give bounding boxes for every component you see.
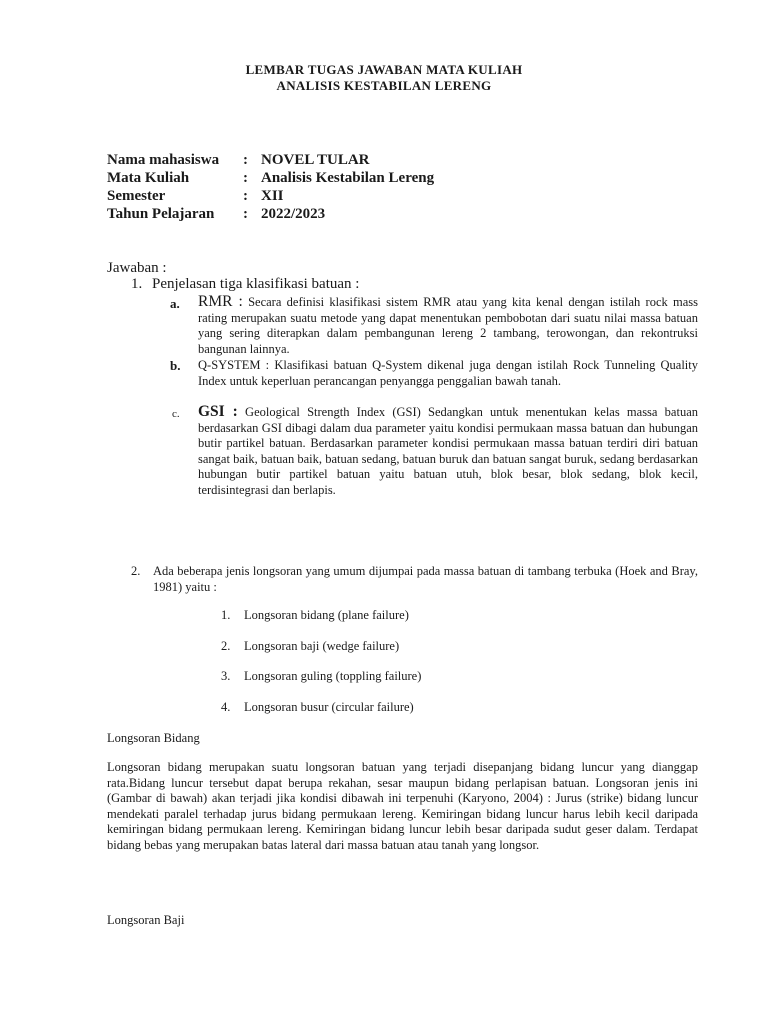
q2-number: 2.: [131, 564, 141, 578]
info-row-tahun: [107, 206, 325, 223]
info-label: Semester: [107, 188, 166, 204]
info-separator: :: [243, 188, 248, 204]
list-item-1: Longsoran bidang (plane failure): [244, 608, 409, 622]
info-value: Analisis Kestabilan Lereng: [261, 170, 435, 186]
section-heading-bidang: Longsoran Bidang: [107, 731, 200, 745]
info-label: Nama mahasiswa: [107, 152, 220, 168]
document-title-line2: ANALISIS KESTABILAN LERENG: [276, 78, 492, 93]
q1-number: 1.: [131, 276, 143, 292]
q2-text: Ada beberapa jenis longsoran yang umum dijumpai pada massa batuan di tambang terbuka (Hoek and Bray, 1981) yaitu :: [153, 564, 698, 594]
document-title-line1: LEMBAR TUGAS JAWABAN MATA KULIAH: [245, 62, 523, 77]
item-c-term: GSI :: [198, 403, 238, 420]
info-value: XII: [261, 188, 284, 204]
item-a-term: RMR :: [198, 293, 243, 310]
item-a-text: [198, 294, 698, 357]
item-b-marker: b.: [170, 358, 181, 373]
info-separator: :: [243, 206, 248, 222]
info-value: NOVEL TULAR: [261, 152, 370, 168]
info-row-mata-kuliah: [107, 170, 434, 187]
jawaban-label: Jawaban :: [107, 260, 167, 276]
info-value: 2022/2023: [261, 206, 326, 222]
info-label: Tahun Pelajaran: [107, 206, 215, 222]
item-a-body: Secara definisi klasifikasi sistem RMR atau yang kita kenal dengan istilah rock mass rating merupakan suatu metode yang dapat menentukan pembobotan dari suatu nilai massa batuan yang sering diterapkan dalam pembangunan lereng 2 tambang, terowongan, dan rekontruksi bangunan lainnya.: [198, 295, 699, 356]
list-item-1-num: 1.: [221, 608, 231, 622]
list-item-2: Longsoran baji (wedge failure): [244, 639, 400, 653]
item-b-text: Q-SYSTEM : Klasifikasi batuan Q-System dikenal juga dengan istilah Rock Tunneling Quality Index untuk keperluan perancangan penyangga penggalian bawah tanah.: [198, 358, 698, 388]
item-a-marker: a.: [170, 296, 180, 311]
section-heading-baji: Longsoran Baji: [107, 913, 185, 927]
list-item-3: Longsoran guling (toppling failure): [244, 669, 422, 683]
list-item-2-num: 2.: [221, 639, 231, 653]
info-label: Mata Kuliah: [107, 170, 190, 186]
q1-title: Penjelasan tiga klasifikasi batuan :: [152, 276, 360, 292]
item-c-body: Geological Strength Index (GSI) Sedangkan untuk menentukan kelas massa batuan berdasarkan GSI dibagi dalam dua parameter yaitu kondisi permukaan massa batuan dan hubungan butir partikel batuan. Berdasarkan parameter kondisi permukaan massa batuan terdiri diri batuan sangat baik, batuan baik, batuan sedang, batuan buruk dan batuan sangat buruk, sedang berdasarkan hubungan butir partikel batuan yaitu batuan utuh, blok besar, blok sedang, blok kecil, terdisintegrasi dan berlapis.: [198, 405, 698, 497]
item-c-text: [198, 404, 698, 498]
info-separator: :: [243, 170, 248, 186]
info-row-semester: [107, 188, 284, 205]
item-c-marker: c.: [172, 408, 180, 420]
info-separator: :: [243, 152, 248, 168]
info-row-nama: [107, 152, 370, 169]
list-item-4: Longsoran busur (circular failure): [244, 700, 414, 714]
section-paragraph-bidang: Longsoran bidang merupakan suatu longsoran batuan yang terjadi disepanjang bidang luncur yang dianggap rata.Bidang luncur tersebut dapat berupa rekahan, sesar maupun bidang perlapisan batuan. Longsoran jenis ini (Gambar di bawah) akan terjadi jika kondisi dibawah ini terpenuhi (Karyono, 2004) : Jurus (strike) bidang luncur mendekati paralel terhadap jurus bidang permukaan lereng. Kemiringan bidang luncur harus lebih kecil daripada kemiringan bidang permukaan lereng. Kemiringan bidang luncur lebih besar daripada sudut geser dalam. Terdapat bidang bebas yang merupakan batas lateral dari massa batuan atau tanah yang longsor.: [107, 760, 698, 852]
list-item-3-num: 3.: [221, 669, 231, 683]
list-item-4-num: 4.: [221, 700, 231, 714]
